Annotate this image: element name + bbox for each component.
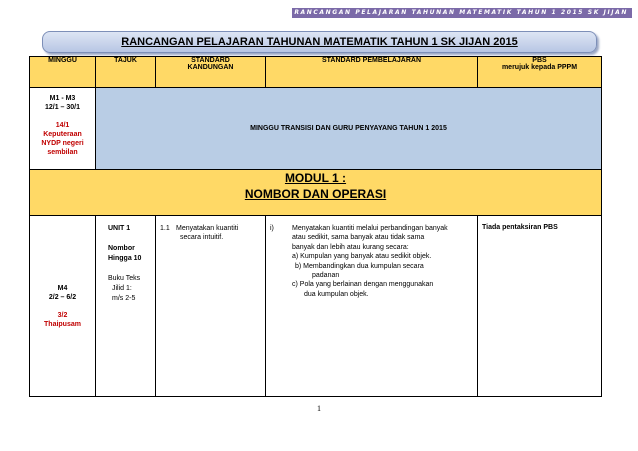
modul-title: MODUL 1 : (284, 171, 347, 185)
header-tajuk: TAJUK (96, 57, 156, 88)
header-pbs-line1: PBS (532, 57, 547, 64)
tajuk-name-2: Hingga 10 (108, 255, 142, 262)
modul-heading (30, 170, 602, 216)
content-standard-kandungan-cell (156, 216, 266, 397)
header-banner: RANCANGAN PELAJARAN TAHUNAN MATEMATIK TAHUN 1 2015 SK JIJAN (292, 8, 632, 18)
page-number: 1 (317, 404, 321, 413)
content-standard-pembelajaran-cell (266, 216, 478, 397)
tajuk-book-1: Buku Teks (108, 275, 141, 282)
header-standard-pembelajaran: STANDARD PEMBELAJARAN (266, 57, 478, 88)
transition-holiday-3: sembilan (47, 149, 78, 156)
content-pbs-cell: Tiada pentaksiran PBS (478, 216, 602, 397)
header-standard-kandungan-line1: STANDARD (191, 57, 230, 64)
transition-holiday-date: 14/1 (55, 122, 70, 129)
sp-line: Menyatakan kuantiti melalui perbandingan banyak (292, 225, 448, 232)
content-holiday-date: 3/2 (57, 311, 68, 319)
table-header-row (30, 57, 602, 88)
sp-sub-c: c) Pola yang berlainan dengan menggunakan (292, 281, 434, 289)
modul-subtitle: NOMBOR DAN OPERASI (244, 187, 387, 201)
plan-table (29, 56, 602, 397)
transition-week: M1 - M3 (49, 95, 76, 102)
modul-row (30, 170, 602, 216)
header-standard-kandungan (156, 57, 266, 88)
content-row (30, 216, 602, 397)
tajuk-book-3: m/s 2-5 (112, 295, 136, 302)
header-pbs (478, 57, 602, 88)
header-pbs-line2: merujuk kepada PPPM (501, 64, 578, 71)
transition-dates: 12/1 – 30/1 (44, 104, 81, 111)
header-standard-kandungan-line2: KANDUNGAN (187, 64, 234, 71)
transition-text: MINGGU TRANSISI DAN GURU PENYAYANG TAHUN 1 2015 (96, 88, 602, 170)
title-box (42, 31, 597, 53)
sk-number: 1.1 (160, 225, 170, 232)
transition-row (30, 88, 602, 170)
content-dates: 2/2 – 6/2 (48, 293, 77, 301)
sp-line: atau sedikit, sama banyak atau tidak sama (292, 234, 425, 242)
sp-number: i) (270, 225, 274, 232)
transition-week-cell (30, 88, 96, 170)
content-holiday: Thaipusam (44, 320, 81, 328)
sk-text-1: Menyatakan kuantiti (176, 225, 239, 232)
tajuk-name-1: Nombor (108, 245, 135, 252)
sk-text-2: secara intuitif. (180, 234, 224, 241)
transition-holiday-2: NYDP negeri (41, 140, 84, 147)
content-tajuk-cell (96, 216, 156, 397)
page-title: RANCANGAN PELAJARAN TAHUNAN MATEMATIK TAHUN 1 SK JIJAN 2015 (121, 36, 518, 48)
sp-line: banyak dan lebih atau kurang secara: (292, 243, 409, 251)
sp-sub-b: b) Membandingkan dua kumpulan secara (295, 262, 424, 270)
header-minggu: MINGGU (30, 57, 96, 88)
content-week: M4 (57, 284, 68, 292)
transition-holiday-1: Keputeraan (43, 131, 82, 138)
sp-sub-b-cont: padanan (312, 272, 340, 280)
content-week-cell (30, 216, 96, 397)
tajuk-book-2: Jilid 1: (112, 285, 132, 292)
sp-sub-c-cont: dua kumpulan objek. (304, 290, 369, 298)
sp-sub-a: a) Kumpulan yang banyak atau sedikit objek. (292, 253, 432, 261)
tajuk-unit: UNIT 1 (108, 225, 131, 232)
